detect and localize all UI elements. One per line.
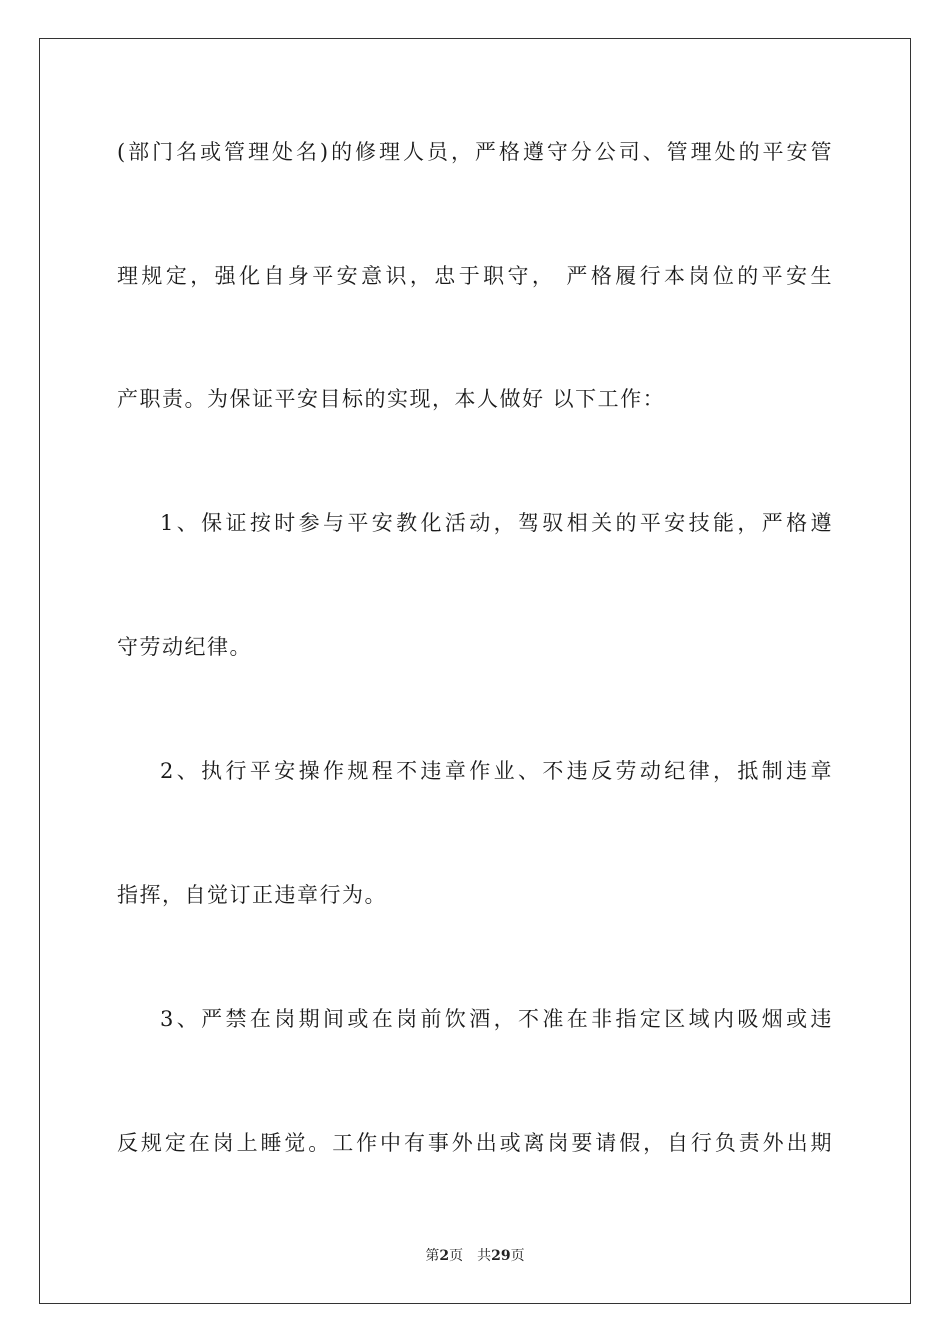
page-footer (0, 1247, 950, 1265)
total-suffix: 页 (510, 1248, 525, 1264)
page-suffix: 页 (449, 1248, 464, 1264)
total-prefix: 共 (477, 1248, 492, 1264)
page-border (39, 38, 911, 1304)
paragraph-line: 守劳动纪律。 (117, 635, 252, 659)
paragraph-line: 3、严禁在岗期间或在岗前饮酒，不准在非指定区域内吸烟或违 (160, 1007, 833, 1031)
paragraph-line: 反规定在岗上睡觉。工作中有事外出或离岗要请假，自行负责外出期 (117, 1131, 833, 1155)
paragraph-line: 理规定，强化自身平安意识，忠于职守， 严格履行本岗位的平安生 (117, 264, 833, 288)
paragraph-line: (部门名或管理处名)的修理人员，严格遵守分公司、管理处的平安管 (117, 140, 833, 164)
total-pages: 29 (491, 1248, 511, 1264)
page-prefix: 第 (425, 1248, 440, 1264)
page-number: 2 (439, 1248, 450, 1264)
paragraph-line: 产职责。为保证平安目标的实现，本人做好 以下工作： (117, 387, 666, 411)
paragraph-line: 2、执行平安操作规程不违章作业、不违反劳动纪律，抵制违章 (160, 759, 833, 783)
paragraph-line: 1、保证按时参与平安教化活动，驾驭相关的平安技能，严格遵 (160, 511, 833, 535)
paragraph-line: 指挥，自觉订正违章行为。 (117, 883, 387, 907)
